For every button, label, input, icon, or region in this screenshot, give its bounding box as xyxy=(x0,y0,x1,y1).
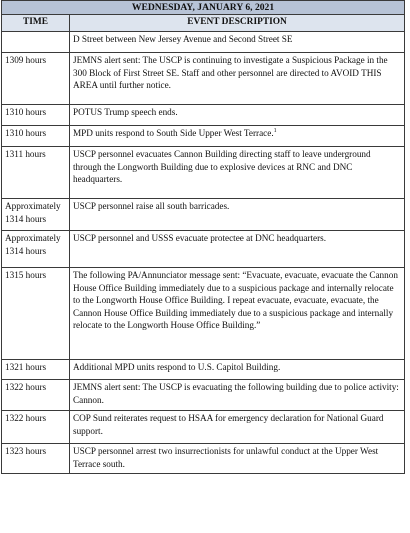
time-cell: 1322 hours xyxy=(2,411,70,444)
time-cell: 1315 hours xyxy=(2,268,70,360)
description-cell: The following PA/Annunciator message sent: “Evacuate, evacuate, evacuate the Cannon House Office Building immediately due to a suspicious package and internally relocate to the Longworth House Office Building. I repeat evacuate, evacuate, evacuate, the Cannon House Office Building immediately due to a suspicious package and internally relocate to the Longworth House Office Building.” xyxy=(70,268,405,360)
timeline-table xyxy=(1,0,405,474)
description-cell: Additional MPD units respond to U.S. Capitol Building. xyxy=(70,360,405,380)
description-cell: JEMNS alert sent: The USCP is evacuating the following building due to police activity: Cannon. xyxy=(70,380,405,411)
description-cell: USCP personnel and USSS evacuate protectee at DNC headquarters. xyxy=(70,231,405,268)
description-cell: USCP personnel evacuates Cannon Building directing staff to leave underground through the Longworth Building due to explosive devices at RNC and DNC headquarters. xyxy=(70,147,405,199)
description-cell: JEMNS alert sent: The USCP is continuing to investigate a Suspicious Package in the 300 Block of First Street SE. Staff and other personnel are directed to AVOID THIS AREA until further notice. xyxy=(70,53,405,105)
table-row xyxy=(2,411,405,444)
time-cell: 1310 hours xyxy=(2,105,70,126)
table-row xyxy=(2,360,405,380)
time-cell: 1310 hours xyxy=(2,126,70,147)
time-cell: 1309 hours xyxy=(2,53,70,105)
table-row xyxy=(2,231,405,268)
column-header-time: TIME xyxy=(2,15,70,32)
table-row xyxy=(2,32,405,53)
time-cell: 1323 hours xyxy=(2,444,70,474)
table-row xyxy=(2,380,405,411)
time-cell: 1321 hours xyxy=(2,360,70,380)
description-cell: POTUS Trump speech ends. xyxy=(70,105,405,126)
document-page xyxy=(1,0,404,474)
table-row xyxy=(2,126,405,147)
description-cell: D Street between New Jersey Avenue and Second Street SE xyxy=(70,32,405,53)
table-row xyxy=(2,268,405,360)
column-header-event-description: EVENT DESCRIPTION xyxy=(70,15,405,32)
description-cell: COP Sund reiterates request to HSAA for emergency declaration for National Guard support. xyxy=(70,411,405,444)
table-row xyxy=(2,199,405,231)
time-cell: 1322 hours xyxy=(2,380,70,411)
footnote-marker: 1 xyxy=(273,128,277,135)
description-cell xyxy=(70,126,405,147)
time-cell: 1311 hours xyxy=(2,147,70,199)
table-title: WEDNESDAY, JANUARY 6, 2021 xyxy=(2,1,405,15)
time-cell xyxy=(2,32,70,53)
description-cell: USCP personnel raise all south barricades. xyxy=(70,199,405,231)
table-row xyxy=(2,147,405,199)
description-text: MPD units respond to South Side Upper West Terrace. xyxy=(73,128,274,139)
time-cell: Approximately 1314 hours xyxy=(2,231,70,268)
description-cell: USCP personnel arrest two insurrectionists for unlawful conduct at the Upper West Terrace south. xyxy=(70,444,405,474)
table-row xyxy=(2,105,405,126)
table-row xyxy=(2,444,405,474)
time-cell: Approximately 1314 hours xyxy=(2,199,70,231)
table-row xyxy=(2,53,405,105)
